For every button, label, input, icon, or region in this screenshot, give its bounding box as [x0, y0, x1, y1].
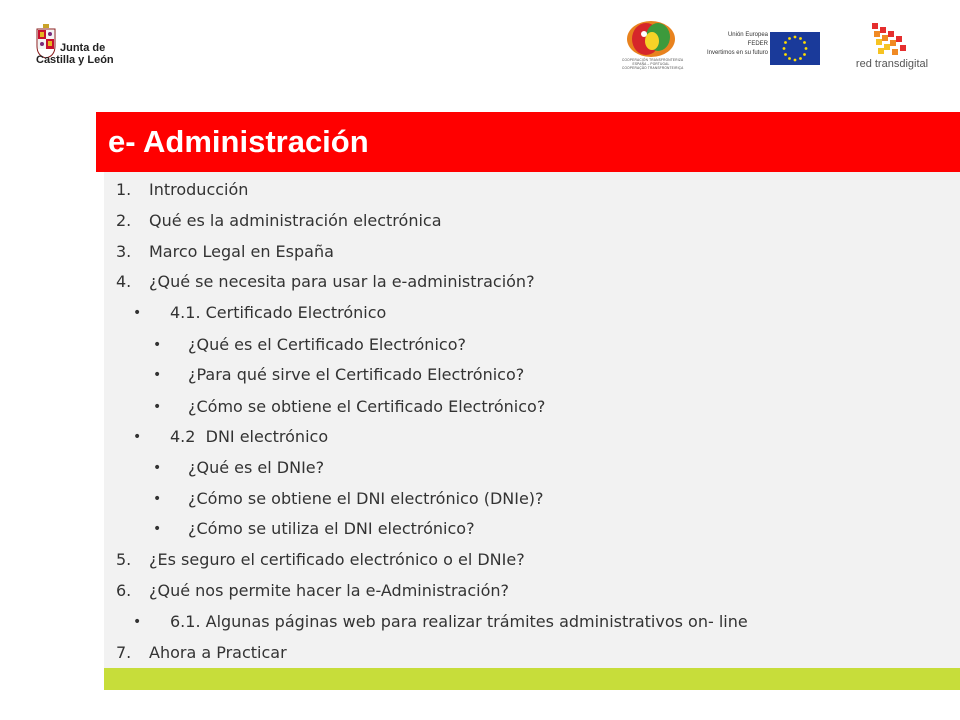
toc-label: Marco Legal en España: [149, 242, 334, 261]
toc-label: ¿Qué es el DNIe?: [188, 458, 325, 477]
poctep-line1: COOPERACIÓN TRANSFRONTERIZA: [622, 58, 684, 62]
toc-label: Introducción: [149, 180, 249, 199]
toc-label: Qué es la administración electrónica: [149, 211, 442, 230]
poctep-line2: ESPAÑA – PORTUGAL: [632, 62, 670, 66]
toc-label: 4.1. Certificado Electrónico: [170, 303, 387, 322]
toc-label: ¿Cómo se obtiene el Certificado Electrónico?: [188, 397, 546, 416]
junta-castilla-leon-logo: [36, 22, 126, 72]
red-transdigital-caption: red transdigital: [855, 58, 929, 70]
eu-caption: [690, 31, 768, 58]
toc-number: 4.: [116, 272, 132, 291]
toc-label: ¿Es seguro el certificado electrónico o el DNIe?: [149, 550, 525, 569]
coat-of-arms-icon: [36, 24, 56, 58]
eu-line3: Invertimos en su futuro: [706, 50, 768, 56]
toc-label: ¿Cómo se utiliza el DNI electrónico?: [188, 519, 475, 538]
bullet-icon: •: [153, 337, 162, 353]
bullet-icon: •: [133, 305, 142, 321]
poctep-logo: [622, 20, 684, 74]
toc-label: ¿Qué se necesita para usar la e-administración?: [149, 272, 535, 291]
toc-label: 4.2 DNI electrónico: [170, 427, 329, 446]
eu-feder-logo: [690, 28, 822, 70]
toc-label: 6.1. Algunas páginas web para realizar trámites administrativos on- line: [170, 612, 748, 631]
toc-number: 2.: [116, 211, 132, 230]
toc-number: 7.: [116, 643, 132, 662]
eu-line2: FEDER: [747, 41, 768, 47]
toc-number: 5.: [116, 550, 132, 569]
red-transdigital-logo: [844, 20, 940, 76]
bullet-icon: •: [153, 521, 162, 537]
poctep-emblem-icon: [622, 20, 680, 58]
toc-number: 3.: [116, 242, 132, 261]
eu-line1: Unión Europea: [727, 32, 768, 38]
red-transdigital-emblem-icon: [844, 20, 940, 58]
bullet-icon: •: [153, 367, 162, 383]
eu-flag-icon: [770, 32, 820, 65]
bullet-icon: •: [153, 460, 162, 476]
toc-label: ¿Qué nos permite hacer la e-Administración?: [149, 581, 509, 600]
toc-label: Ahora a Practicar: [149, 643, 287, 662]
poctep-line3: COOPERAÇÃO TRANSFRONTEIRIÇA: [622, 66, 684, 70]
junta-logo-text: [36, 42, 114, 66]
bullet-icon: •: [153, 399, 162, 415]
poctep-caption: [622, 58, 684, 70]
toc-label: ¿Cómo se obtiene el DNI electrónico (DNIe)?: [188, 489, 544, 508]
bullet-icon: •: [153, 491, 162, 507]
toc-number: 6.: [116, 581, 132, 600]
bullet-icon: •: [133, 429, 142, 445]
toc-label: ¿Para qué sirve el Certificado Electrónico?: [188, 365, 525, 384]
junta-logo-line1: Junta de: [60, 42, 106, 54]
slide-title: e- Administración: [108, 124, 369, 159]
header-band: [0, 0, 960, 100]
bullet-icon: •: [133, 614, 142, 630]
toc-label: ¿Qué es el Certificado Electrónico?: [188, 335, 466, 354]
footer-accent-bar: [104, 668, 960, 690]
junta-logo-line2: Castilla y León: [36, 54, 114, 66]
toc-number: 1.: [116, 180, 132, 199]
title-bar: [96, 112, 960, 172]
